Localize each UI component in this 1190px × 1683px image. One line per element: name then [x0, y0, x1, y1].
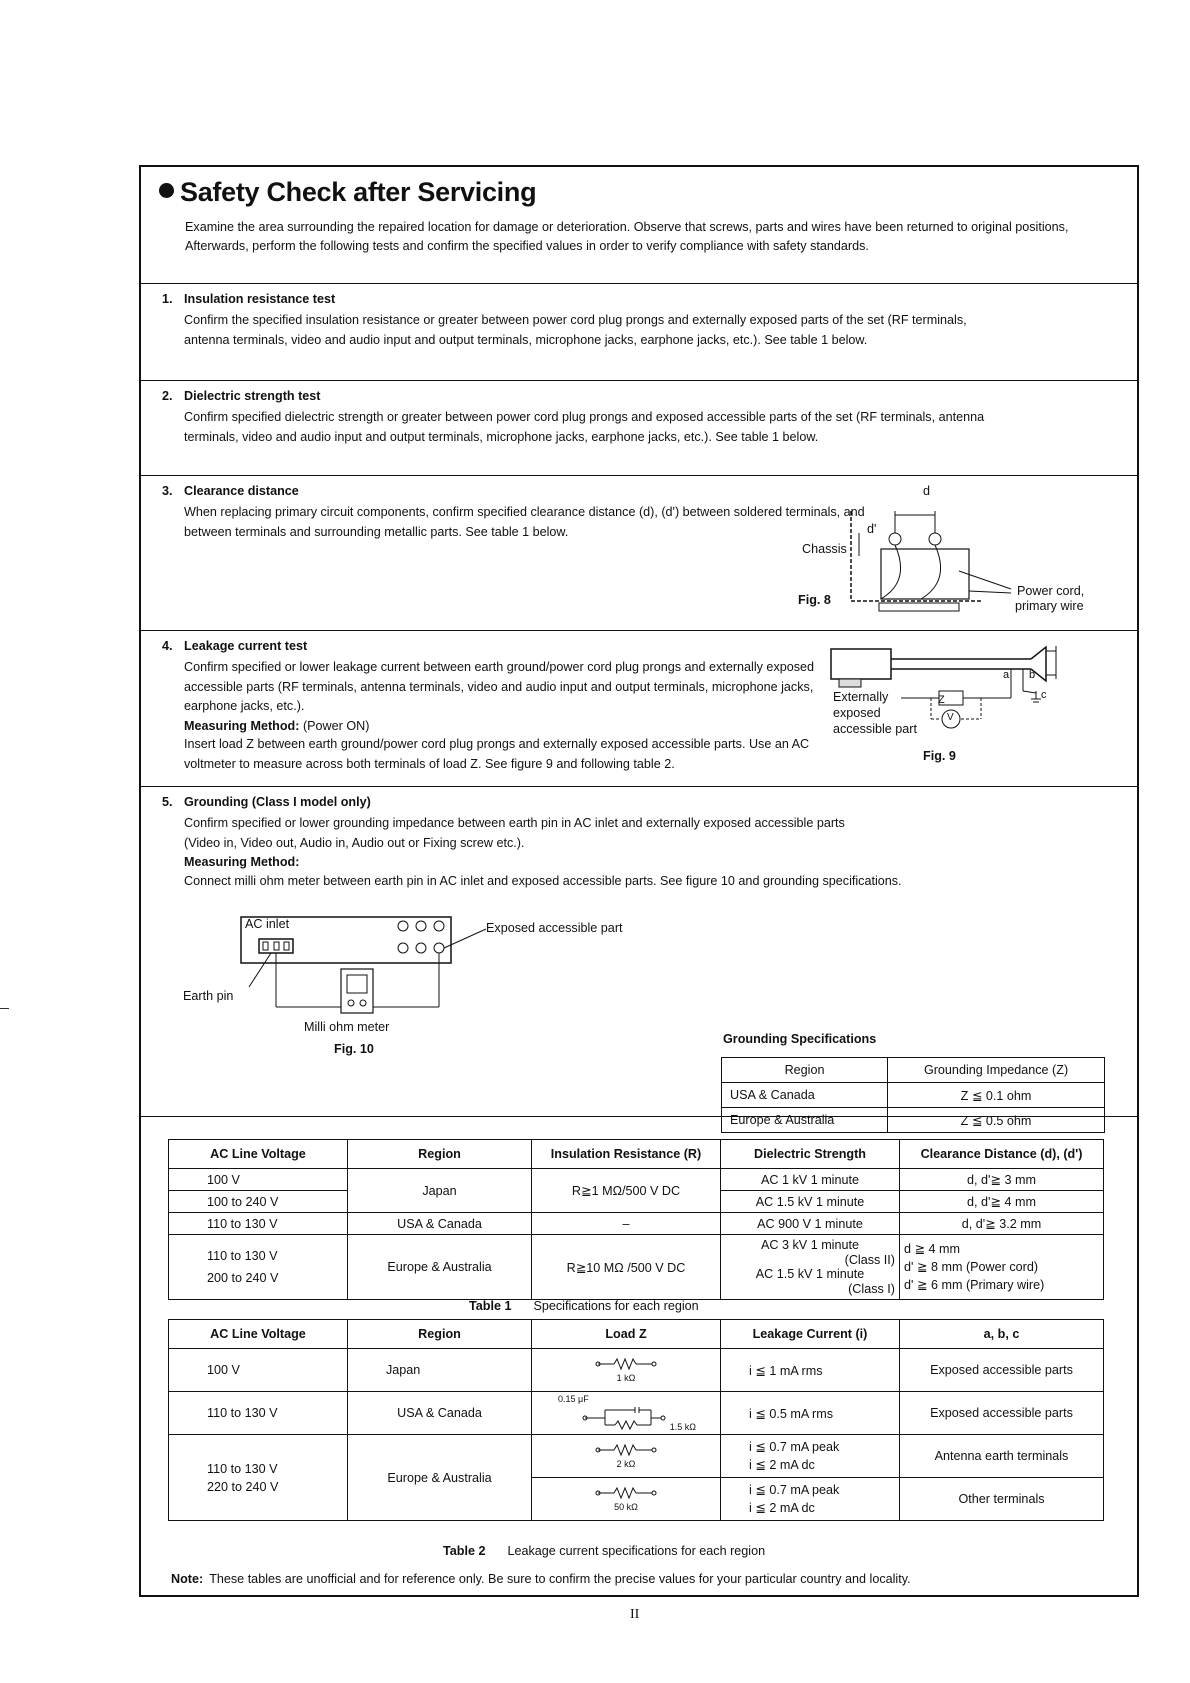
current-line: i ≦ 2 mA dc — [749, 1458, 815, 1472]
measuring-method-value: (Power ON) — [302, 718, 370, 733]
table-cell: 100 V — [169, 1169, 348, 1191]
measuring-method-label: Measuring Method: — [184, 718, 300, 733]
table-cell: USA & Canada — [348, 1392, 532, 1435]
table-cell: Japan — [348, 1349, 532, 1392]
fig10-meter-label: Milli ohm meter — [304, 1020, 390, 1034]
table-row — [722, 1108, 1105, 1133]
table-cell: Z ≦ 0.1 ohm — [888, 1083, 1105, 1108]
fig9-accessible-label: accessible part — [833, 722, 917, 736]
section-body: Confirm specified dielectric strength or greater between power cord plug prongs and exposed accessible parts of the set (RF terminals, antenna terminals, video and audio input and output terminals, microphone jacks, earphone jacks, etc.). See table 1 below. — [184, 410, 985, 444]
table-header: Region — [348, 1320, 532, 1349]
note-label: Note: — [171, 1572, 204, 1586]
section-clearance — [141, 476, 1137, 631]
table-cell: d, d'≧ 4 mm — [900, 1191, 1104, 1213]
resistor-icon — [596, 1444, 656, 1456]
load-value: 1 kΩ — [616, 1372, 636, 1383]
measuring-method — [184, 717, 864, 737]
table-cell — [532, 1435, 721, 1478]
section-number: 3. — [162, 484, 173, 498]
dielectric-line: AC 3 kV 1 minute — [761, 1238, 859, 1252]
leakage-body-2: Insert load Z between earth ground/power cord plug prongs and externally exposed accessible parts. Use an AC voltmeter to measure across both terminals of load Z. See figure 9 and following table 2. — [184, 737, 810, 771]
fig9-exposed-label: exposed — [833, 706, 881, 720]
fig8-dprime-label: d' — [867, 522, 877, 536]
intro-text: Examine the area surrounding the repaired location for damage or deterioration. Observe that screws, parts and wires have been returned to original positions, Afterwards, perform the following tests and confirm the specified values in order to verify compliance with safety standards. — [185, 220, 1069, 253]
table-cell — [532, 1478, 721, 1521]
safety-check-frame — [139, 165, 1139, 1597]
capacitor-value: 0.15 μF — [558, 1394, 589, 1404]
fig9-b-label: b — [1029, 669, 1036, 681]
section-number: 2. — [162, 389, 173, 403]
grounding-caption: Grounding Specifications — [723, 1032, 877, 1046]
clearance-line: d' ≧ 8 mm (Power cord) — [904, 1260, 1039, 1274]
dielectric-class: (Class II) — [844, 1253, 895, 1267]
table-cell: i ≦ 1 mA rms — [721, 1349, 900, 1392]
resistor-icon — [596, 1487, 656, 1499]
fig9-a-label: a — [1003, 669, 1010, 681]
leakage-body: Confirm specified or lower leakage current between earth ground/power cord plug prongs and externally exposed accessible parts (RF terminals, antenna terminals, video and audio input and output terminals, microphone jacks, earphone jacks, etc.). — [184, 660, 815, 713]
section-heading — [162, 389, 320, 403]
fig9-v-label: V — [947, 712, 954, 723]
table-header: Dielectric Strength — [721, 1140, 900, 1169]
table-header: Region — [348, 1140, 532, 1169]
table-row — [169, 1320, 1104, 1349]
table-cell: USA & Canada — [348, 1213, 532, 1235]
table-row — [169, 1213, 1104, 1235]
section-heading-text: Clearance distance — [184, 484, 299, 498]
table-cell: Z ≦ 0.5 ohm — [888, 1108, 1105, 1133]
dielectric-line: AC 1.5 kV 1 minute — [755, 1267, 865, 1281]
table-1 — [168, 1139, 1104, 1300]
margin-mark — [0, 1008, 9, 1009]
table-cell: AC 1 kV 1 minute — [721, 1169, 900, 1191]
fig8-caption: Fig. 8 — [798, 593, 831, 607]
section-heading — [162, 795, 371, 809]
table-cell — [532, 1392, 721, 1435]
table-header: Region — [722, 1058, 888, 1083]
section-number: 1. — [162, 292, 173, 306]
section-dielectric — [141, 381, 1137, 476]
load-value: 2 kΩ — [616, 1458, 636, 1469]
section-body: When replacing primary circuit components, confirm specified clearance distance (d), (d') between soldered terminals, and between terminals and surrounding metallic parts. See table 1 below. — [184, 505, 865, 539]
table-row — [722, 1083, 1105, 1108]
section-heading-text: Insulation resistance test — [184, 292, 336, 306]
fig9-z-label: Z — [938, 694, 945, 706]
voltage-line: 110 to 130 V — [207, 1461, 278, 1476]
table-cell: R≧10 MΩ /500 V DC — [532, 1235, 721, 1300]
section-heading-text: Leakage current test — [184, 639, 308, 653]
table-cell: Europe & Australia — [348, 1435, 532, 1521]
rc-network-icon — [581, 1407, 671, 1429]
table-row — [169, 1349, 1104, 1392]
resistor-icon — [596, 1358, 656, 1370]
section-heading-text: Dielectric strength test — [184, 389, 321, 403]
load-value: 50 kΩ — [614, 1501, 638, 1512]
table-cell — [721, 1235, 900, 1300]
voltage-line: 220 to 240 V — [207, 1479, 279, 1494]
page-title-text: Safety Check after Servicing — [180, 177, 537, 207]
table-cell: AC 900 V 1 minute — [721, 1213, 900, 1235]
fig10-ac-inlet-label: AC inlet — [245, 917, 290, 931]
fig9-caption: Fig. 9 — [923, 749, 956, 763]
section-heading — [162, 484, 299, 498]
grounding-body: Confirm specified or lower grounding impedance between earth pin in AC inlet and externally exposed accessible parts (Video in, Video out, Audio in, Audio out or Fixing screw etc.). — [184, 816, 845, 850]
table-cell: Europe & Australia — [348, 1235, 532, 1300]
page-number: II — [630, 1607, 640, 1622]
table-cell — [169, 1435, 348, 1521]
table-cell: 110 to 130 V — [169, 1213, 348, 1235]
table-header: a, b, c — [900, 1320, 1104, 1349]
fig8-diagram — [841, 481, 1141, 631]
table-row — [169, 1392, 1104, 1435]
voltage-line: 110 to 130 V — [207, 1249, 278, 1263]
table-header: Insulation Resistance (R) — [532, 1140, 721, 1169]
section-grounding — [141, 787, 1137, 1128]
section-number: 5. — [162, 795, 173, 809]
fig10-exposed-label: Exposed accessible part — [486, 921, 623, 935]
fig8-power-cord-label: Power cord, — [1017, 584, 1085, 598]
table-cell: Exposed accessible parts — [900, 1349, 1104, 1392]
section-number: 4. — [162, 639, 173, 653]
table-header: AC Line Voltage — [169, 1320, 348, 1349]
current-line: i ≦ 0.7 mA peak — [749, 1483, 840, 1497]
fig10-earth-pin-label: Earth pin — [183, 989, 234, 1003]
section-insulation — [141, 284, 1137, 381]
section-heading — [162, 639, 307, 653]
table-cell — [169, 1235, 348, 1300]
table-cell: 100 to 240 V — [169, 1191, 348, 1213]
caption-label: Table 1 — [469, 1299, 512, 1313]
table-cell: d, d'≧ 3 mm — [900, 1169, 1104, 1191]
table-row — [169, 1235, 1104, 1300]
table-2-caption — [443, 1544, 765, 1558]
bullet-icon — [159, 183, 174, 198]
clearance-line: d' ≧ 6 mm (Primary wire) — [904, 1278, 1045, 1292]
table-cell: d, d'≧ 3.2 mm — [900, 1213, 1104, 1235]
note-text: These tables are unofficial and for reference only. Be sure to confirm the precise values for your particular country and locality. — [209, 1572, 911, 1586]
table-cell: Other terminals — [900, 1478, 1104, 1521]
table-row — [169, 1140, 1104, 1169]
current-line: i ≦ 0.7 mA peak — [749, 1440, 840, 1454]
table-header: AC Line Voltage — [169, 1140, 348, 1169]
table-cell: 100 V — [169, 1349, 348, 1392]
section-body — [184, 658, 864, 736]
table-cell: 110 to 130 V — [169, 1392, 348, 1435]
fig8-d-label: d — [923, 484, 931, 498]
section-body: Confirm the specified insulation resistance or greater between power cord plug prongs and externally exposed parts of the set (RF terminals, antenna terminals, video and audio input and output terminals, microphone jacks, earphone jacks, etc.). See table 1 below. — [184, 313, 967, 347]
table-row — [169, 1169, 1104, 1191]
table-row — [169, 1435, 1104, 1478]
section-leakage — [141, 631, 1137, 787]
clearance-line: d ≧ 4 mm — [904, 1242, 961, 1256]
table-header: Leakage Current (i) — [721, 1320, 900, 1349]
footnote — [171, 1572, 911, 1586]
fig10-caption: Fig. 10 — [334, 1042, 374, 1056]
grounding-body-2: Connect milli ohm meter between earth pin in AC inlet and exposed accessible parts. See figure 10 and grounding specifications. — [184, 874, 902, 888]
section-heading-text: Grounding (Class I model only) — [184, 795, 371, 809]
table-cell — [721, 1478, 900, 1521]
table-cell: Japan — [348, 1169, 532, 1213]
page-title — [159, 177, 536, 208]
voltage-line: 200 to 240 V — [207, 1271, 279, 1285]
table-1-caption — [469, 1299, 699, 1313]
table-header: Grounding Impedance (Z) — [888, 1058, 1105, 1083]
table-cell: Europe & Australia — [722, 1108, 888, 1133]
table-cell — [900, 1235, 1104, 1300]
dielectric-class: (Class I) — [848, 1282, 895, 1296]
measuring-method-label: Measuring Method: — [184, 855, 300, 869]
table-cell: – — [532, 1213, 721, 1235]
header-section — [141, 167, 1137, 284]
caption-text: Specifications for each region — [533, 1299, 699, 1313]
fig9-externally-label: Externally — [833, 690, 889, 704]
section-body — [184, 814, 864, 873]
current-line: i ≦ 2 mA dc — [749, 1501, 815, 1515]
table-cell: R≧1 MΩ/500 V DC — [532, 1169, 721, 1213]
table-cell: AC 1.5 kV 1 minute — [721, 1191, 900, 1213]
caption-text: Leakage current specifications for each region — [507, 1544, 766, 1558]
fig8-primary-wire-label: primary wire — [1015, 599, 1084, 613]
section-heading — [162, 292, 335, 306]
table-cell: i ≦ 0.5 mA rms — [721, 1392, 900, 1435]
table-cell: Exposed accessible parts — [900, 1392, 1104, 1435]
fig8-chassis-label: Chassis — [802, 542, 847, 556]
table-header: Clearance Distance (d), (d') — [900, 1140, 1104, 1169]
table-cell — [532, 1349, 721, 1392]
table-cell: Antenna earth terminals — [900, 1435, 1104, 1478]
table-cell — [721, 1435, 900, 1478]
table-row — [722, 1058, 1105, 1083]
fig9-c-label: c — [1041, 689, 1047, 701]
grounding-table — [721, 1057, 1105, 1133]
resistor-value: 1.5 kΩ — [669, 1422, 696, 1432]
table-header: Load Z — [532, 1320, 721, 1349]
table-2 — [168, 1319, 1104, 1521]
table-cell: USA & Canada — [722, 1083, 888, 1108]
caption-label: Table 2 — [443, 1544, 486, 1558]
